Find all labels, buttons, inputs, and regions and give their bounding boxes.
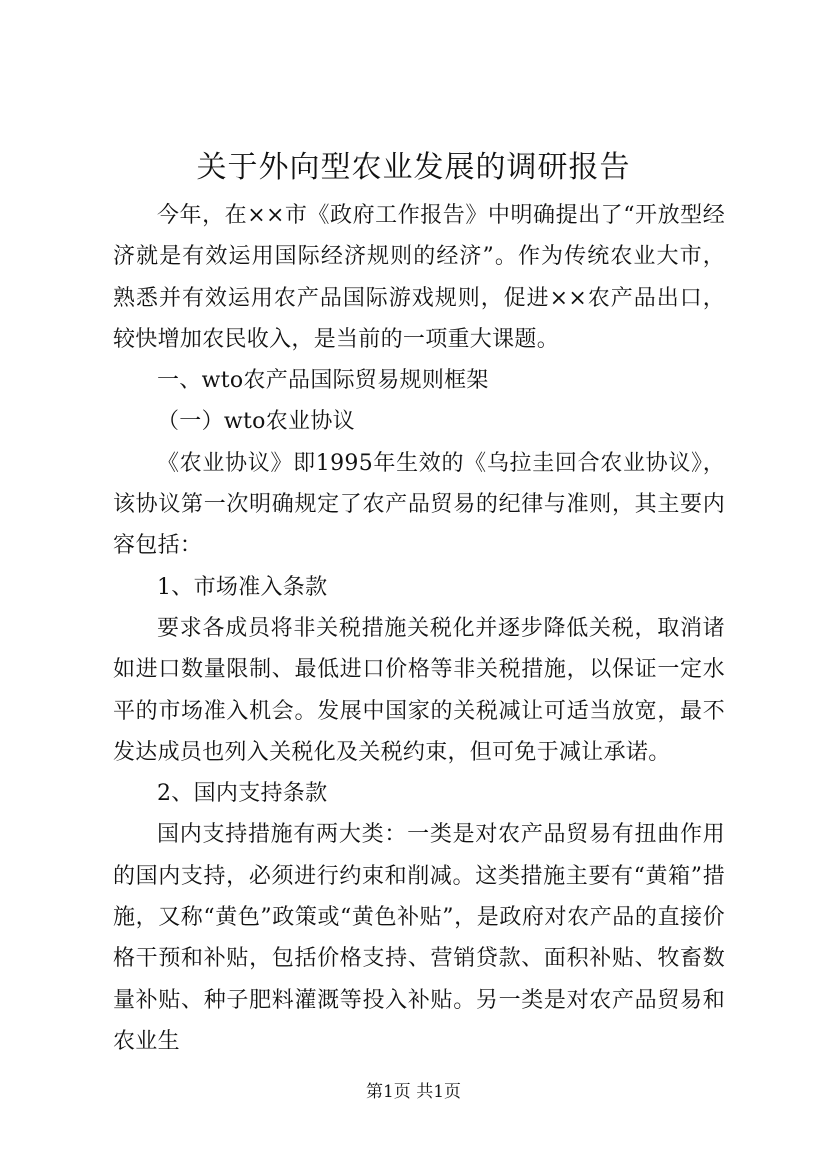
heading-market-access: 1、市场准入条款 xyxy=(157,574,328,600)
paragraph-domestic-support: 国内支持措施有两大类：一类是对农产品贸易有扭曲作用的国内支持，必须进行约束和削减。这类措施主要有“黄箱”措施，又称“黄色”政策或“黄色补贴”，是政府对农产品的直接价格干预和补贴，包括价格支持、营销贷款、面积补贴、牧畜数量补贴、种子肥料灌溉等投入补贴。另一类是对农产品贸易和农业生 xyxy=(113,822,725,1054)
heading-subsection-1: （一）wto农业协议 xyxy=(157,409,355,435)
paragraph-intro: 今年，在××市《政府工作报告》中明确提出了“开放型经济就是有效运用国际经济规则的经济”。作为传统农业大市，熟悉并有效运用农产品国际游戏规则，促进××农产品出口，较快增加农民收入，是当前的一项重大课题。 xyxy=(113,203,725,352)
heading-domestic-support: 2、国内支持条款 xyxy=(157,781,328,807)
document-body xyxy=(113,195,725,1062)
page-footer: 第1页 共1页 xyxy=(365,1082,462,1102)
heading-section-1: 一、wto农产品国际贸易规则框架 xyxy=(157,368,489,394)
paragraph-market-access: 要求各成员将非关税措施关税化并逐步降低关税，取消诸如进口数量限制、最低进口价格等非关税措施，以保证一定水平的市场准入机会。发展中国家的关税减让可适当放宽，最不发达成员也列入关税化及关税约束，但可免于减让承诺。 xyxy=(113,615,725,765)
paragraph-agreement: 《农业协议》即1995年生效的《乌拉圭回合农业协议》，该协议第一次明确规定了农产品贸易的纪律与准则，其主要内容包括： xyxy=(113,450,725,559)
document-title: 关于外向型农业发展的调研报告 xyxy=(196,150,631,185)
